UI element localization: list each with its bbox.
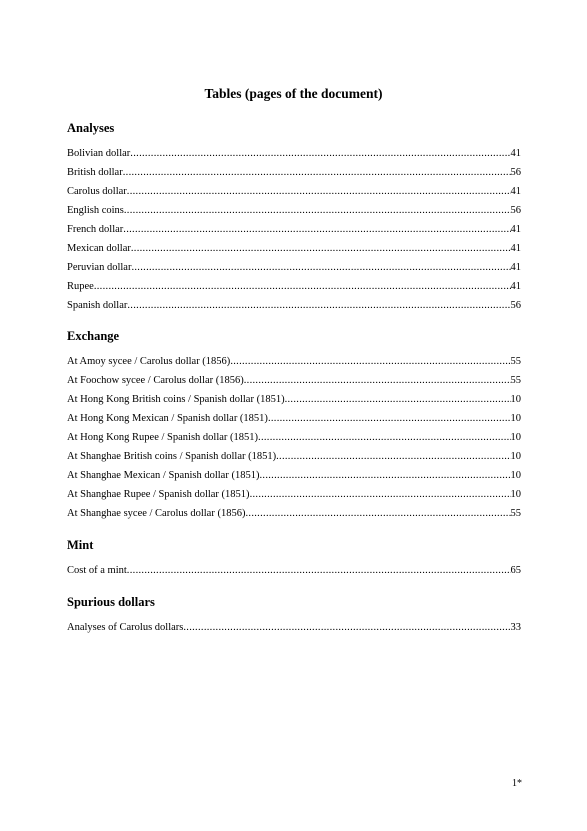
entry-page-number: 10 [510, 451, 521, 462]
entry-label: At Shanghae British coins / Spanish dollar (1851) [67, 451, 277, 462]
entry-page-number: 41 [510, 262, 521, 273]
dot-leader [268, 412, 511, 425]
entry-label: Spanish dollar [67, 300, 128, 311]
dot-leader [276, 450, 510, 463]
toc-entry [67, 450, 521, 469]
entry-label: At Shanghae Rupee / Spanish dollar (1851) [67, 489, 250, 500]
toc-entry [67, 185, 521, 204]
entry-page-number: 10 [510, 413, 521, 424]
toc-entry [67, 147, 521, 166]
dot-leader [127, 185, 511, 198]
entry-label: British dollar [67, 167, 123, 178]
toc-entry [67, 166, 521, 185]
entry-page-number: 33 [510, 622, 521, 633]
dot-leader [183, 621, 510, 634]
dot-leader [245, 507, 510, 520]
toc-entry [67, 299, 521, 318]
entry-page-number: 56 [510, 205, 521, 216]
entry-label: Peruvian dollar [67, 262, 132, 273]
toc-entry [67, 355, 521, 374]
section-heading: Analyses [67, 121, 115, 135]
entry-page-number: 41 [510, 186, 521, 197]
toc-entry [67, 507, 521, 526]
entry-page-number: 10 [510, 432, 521, 443]
entry-label: Analyses of Carolus dollars [67, 622, 184, 633]
dot-leader [244, 374, 511, 387]
toc-entry [67, 412, 521, 431]
section-heading: Mint [67, 538, 94, 552]
entry-page-number: 41 [510, 224, 521, 235]
section-exchange [67, 328, 521, 526]
entry-page-number: 55 [510, 508, 521, 519]
entry-page-number: 56 [510, 300, 521, 311]
toc-entry [67, 204, 521, 223]
toc-entry [67, 431, 521, 450]
toc-entry [67, 393, 521, 412]
dot-leader [259, 469, 510, 482]
entry-page-number: 55 [510, 375, 521, 386]
entry-label: English coins [67, 205, 124, 216]
toc-entry [67, 261, 521, 280]
page-number: 1* [512, 778, 522, 789]
dot-leader [127, 299, 510, 312]
section-spurious-dollars [67, 594, 521, 640]
dot-leader [131, 242, 511, 255]
section-analyses [67, 120, 521, 318]
dot-leader [124, 204, 511, 217]
dot-leader [285, 393, 511, 406]
dot-leader [250, 488, 511, 501]
toc-entry [67, 374, 521, 393]
entry-label: At Hong Kong Mexican / Spanish dollar (1851) [67, 413, 268, 424]
dot-leader [258, 431, 510, 444]
entry-label: Bolivian dollar [67, 148, 131, 159]
toc-entry [67, 469, 521, 488]
entry-page-number: 55 [510, 356, 521, 367]
entry-page-number: 56 [510, 167, 521, 178]
entry-page-number: 65 [510, 565, 521, 576]
toc-entry [67, 280, 521, 299]
entry-label: Carolus dollar [67, 186, 127, 197]
section-heading: Exchange [67, 329, 120, 343]
entry-page-number: 41 [510, 148, 521, 159]
entry-label: At Amoy sycee / Carolus dollar (1856) [67, 356, 231, 367]
entry-label: Cost of a mint [67, 565, 127, 576]
entry-page-number: 10 [510, 489, 521, 500]
toc-entry [67, 488, 521, 507]
entry-label: At Foochow sycee / Carolus dollar (1856) [67, 375, 244, 386]
entry-label: At Shanghae sycee / Carolus dollar (1856) [67, 508, 246, 519]
toc-entry [67, 564, 521, 583]
entry-label: At Shanghae Mexican / Spanish dollar (1851) [67, 470, 260, 481]
dot-leader [123, 166, 511, 179]
entry-page-number: 41 [510, 243, 521, 254]
entry-label: French dollar [67, 224, 124, 235]
toc-entry [67, 242, 521, 261]
dot-leader [131, 261, 510, 274]
section-mint [67, 537, 521, 583]
page-title: Tables (pages of the document) [204, 86, 383, 101]
dot-leader [230, 355, 510, 368]
toc-entry [67, 621, 521, 640]
dot-leader [127, 564, 511, 577]
section-heading: Spurious dollars [67, 595, 155, 609]
entry-label: Mexican dollar [67, 243, 131, 254]
dot-leader [130, 147, 510, 160]
dot-leader [123, 223, 510, 236]
toc-entry [67, 223, 521, 242]
entry-label: Rupee [67, 281, 94, 292]
entry-page-number: 10 [510, 470, 521, 481]
entry-label: At Hong Kong Rupee / Spanish dollar (1851) [67, 432, 259, 443]
entry-page-number: 10 [510, 394, 521, 405]
entry-label: At Hong Kong British coins / Spanish dollar (1851) [67, 394, 285, 405]
dot-leader [94, 280, 511, 293]
entry-page-number: 41 [510, 281, 521, 292]
